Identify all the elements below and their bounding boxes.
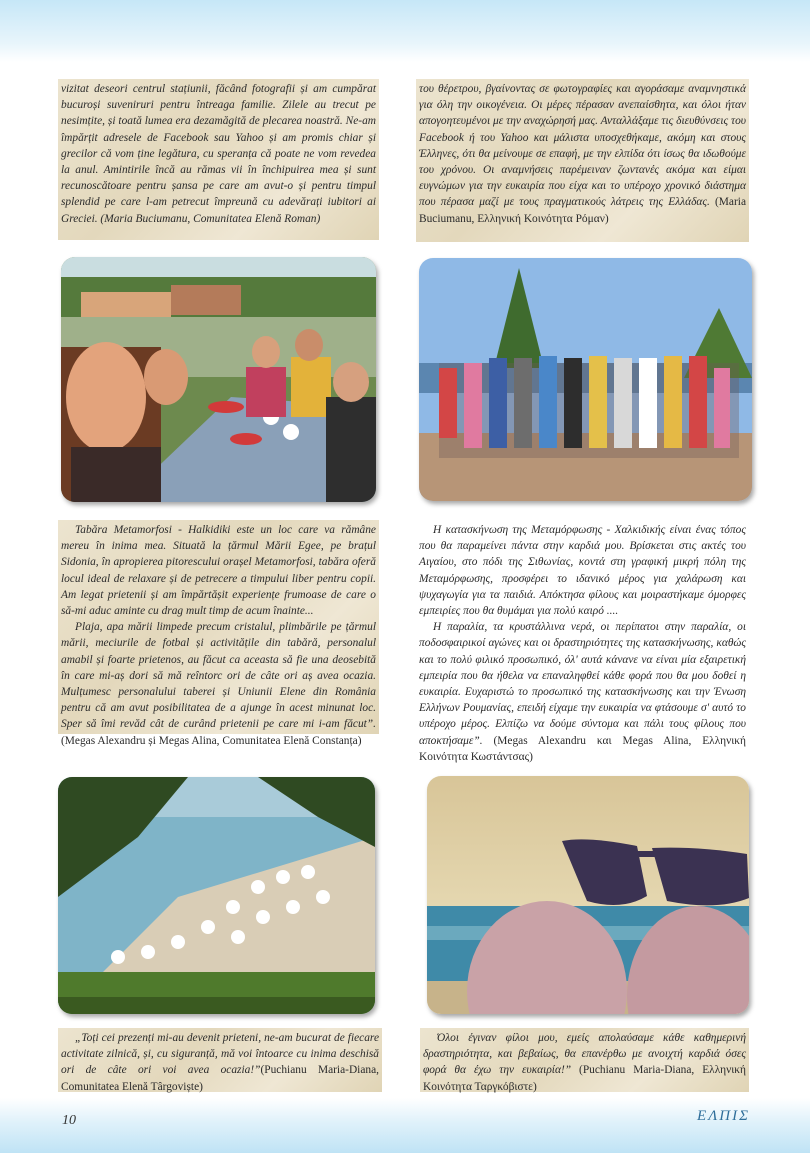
magazine-name: ΕΛΠΙΣ bbox=[697, 1108, 750, 1124]
photo-group-outdoors bbox=[419, 258, 752, 501]
page-number: 10 bbox=[62, 1113, 76, 1128]
text-block-middle-left bbox=[58, 520, 379, 747]
text-block-middle-right bbox=[416, 520, 749, 763]
author-credit: (Megas Alexandru și Megas Alina, Comunitatea Elenă Constanța) bbox=[61, 734, 362, 747]
paragraph: Plaja, apa mării limpede precum cristalul, plimbările pe țărmul mării, meciurile de fotbal și activitățile din tabără, personalul amabil și foarte prietenos, au făcut ca aceasta să fie una deosebită în care mi-aș dori să mă reîntorc ori de câte ori aș avea ocazia. Mulțumesc personalului taberei și Uniunii Elene din România pentru că am avut posibilitatea de a ajunge în acest minunat loc. Sper să îmi revăd cât de curând prietenii pe care mi i-am făcut”. bbox=[61, 621, 376, 731]
author-credit: (Puchianu Maria-Diana, Ελληνική Κοινότητα Ταργκόβιστε) bbox=[423, 1064, 746, 1093]
author-credit: (Megas Alexandru και Megas Alina, Ελληνική Κοινότητα Κωστάντσας) bbox=[419, 734, 746, 763]
paragraph: Η παραλία, τα κρυστάλλινα νερά, οι περίπατοι στην παραλία, οι ποδοσφαιρικοί αγώνες και οι δραστηριότητες της κατασκήνωσης, καθώς και το πολύ φιλικό προσωπικό, όλ' αυτά κάνανε να είναι μία εξαιρετική εμπειρία που θα ήθελα να επαναληφθεί κάθε φορά που θα μου δοθεί η ευκαιρία. Ευχαριστώ το προσωπικό της κατασκήνωσης και την Ένωση Ελλήνων Ρουμανίας, επειδή είχαμε την ευκαιρία να φτάσουμε σ' αυτό το υπέροχο μέρος. Ελπίζω να δούμε σύντομα και πάλι τους φίλους που αποκτήσαμε”. bbox=[419, 621, 746, 747]
paragraph: Η κατασκήνωση της Μεταμόρφωσης - Χαλκιδικής είναι ένας τόπος που θα παραμείνει πάντα στην καρδιά μου. Βρίσκεται στις ακτές του Αιγαίου, στο πόδι της Σιθωνίας, κοντά στη γραφική μικρή πόλη της Μεταμόρφωσης, προσφέρει το ιδανικό μέρος για χαλάρωση και ψυχαγωγία για τα παιδιά. Απόκτησα φίλους και μοιραστήκαμε όμορφες εμπειρίες που θα θυμάμαι για πολύ καιρό .... bbox=[419, 524, 746, 618]
quote-text: Όλοι έγιναν φίλοι μου, εμείς απολαύσαμε κάθε καθημερινή δραστηριότητα, και βεβαίως, θα επανέρθω με ανοιχτή καρδιά όσες φορά θα έχω την ευκαιρία!” bbox=[423, 1032, 746, 1077]
photo-beach-umbrellas bbox=[58, 777, 375, 1014]
text-block-bottom-right bbox=[420, 1028, 749, 1092]
text-block-bottom-left bbox=[58, 1028, 382, 1092]
paragraph: του θέρετρου, βγαίνοντας σε φωτογραφίες και αγοράσαμε αναμνηστικά για όλη την οικογένεια. Οι μέρες πέρασαν ανεπαίσθητα, και όλοι ήταν απογοητευμένοι με την αναχώρησή μας. Ανταλλάξαμε τις διευθύνσεις του Facebook ή του Yahoo και μάλιστα υποσχεθήκαμε, ακόμη και στους Έλληνες, ότι θα μείνουμε σε επαφή, με την ελπίδα ότι ίσως θα ιδωθούμε του χρόνου. Οι αναμνήσεις παρέμειναν ζωντανές ακόμα και είμαι ευγνώμων για την ευκαιρία που είχα και το υπέροχο χρονικό διάστημα που πέρασα μαζί με τους πραγματικούς λάτρεις της Ελλάδας. bbox=[419, 83, 746, 209]
photo-children-at-table bbox=[61, 257, 376, 502]
paragraph: Tabăra Metamorfosi - Halkidiki este un loc care va rămâne mereu în inima mea. Situată la țărmul Mării Egee, pe brațul Sidonia, în apropierea pitorescului orașel Metamorfosi, tabăra oferă locul ideal de relaxare și de petrecere a timpului liber pentru copii. Am legat prietenii și am împărtășit experiențe frumoase de care o să-mi aduc aminte cu drag mult timp de acum înainte... bbox=[61, 524, 376, 618]
quote-text: „Toți cei prezenți mi-au devenit prieteni, ne-am bucurat de fiecare activitate zilnică, și, cu siguranță, mă voi întoarce cu inima deschisă ori de câte ori voi avea ocazia!” bbox=[61, 1032, 379, 1077]
photo-sunglasses-sea bbox=[427, 776, 749, 1014]
bottom-decorative-band bbox=[0, 1098, 810, 1153]
author-credit: (Maria Buciumanu, Ελληνική Κοινότητα Ρόμαν) bbox=[419, 196, 746, 225]
paragraph: vizitat deseori centrul stațiunii, făcând fotografii și am cumpărat bucuroși suveniruri pentru întreaga familie. Zilele au trecut pe nesimțite, și toată lumea era dezamăgită de plecarea noastră. Ne-am împărțit adresele de Facebook sau Yahoo și am promis chiar și grecilor că vom ține legătura, cu speranța că poate ne vom revedea la anul. Amintirile încă au rămas vii în închipuirea mea și sunt recunoscătoare pentru șansa pe care am avut-o și pentru timpul splendid pe care l-am petrecut împreună cu adevărați iubitori ai Greciei. (Maria Buciumanu, Comunitatea Elenă Roman) bbox=[61, 83, 376, 225]
top-decorative-band bbox=[0, 0, 810, 62]
author-credit: (Puchianu Maria-Diana, Comunitatea Elenă Târgoviște) bbox=[61, 1064, 379, 1093]
text-block-top-right bbox=[416, 79, 749, 242]
text-block-top-left bbox=[58, 79, 379, 240]
